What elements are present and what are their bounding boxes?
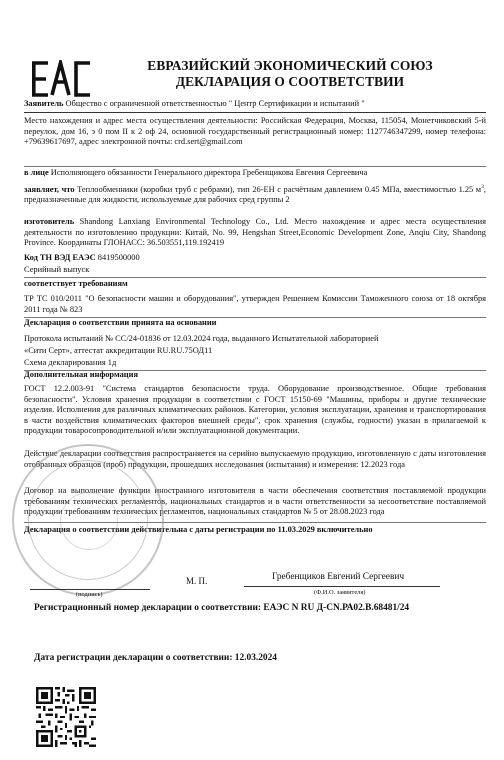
basis-label: Декларация о соответствии принята на основании — [24, 318, 217, 327]
tnved-label: Код ТН ВЭД ЕАЭС — [24, 253, 96, 262]
requirements-label: соответствует требованиям — [24, 279, 128, 288]
applicant-label: Заявитель — [24, 99, 64, 108]
signer-name: Гребенщиков Евгений Сергеевич — [272, 572, 405, 582]
basis-line-2: «Сити Серт», аттестат аккредитации RU.RU.75ОД11 — [24, 346, 213, 355]
additional-label: Дополнительная информация — [24, 370, 138, 379]
tnved-value: 8419500000 — [97, 253, 140, 262]
registration-number: Регистрационный номер декларации о соответствии: ЕАЭС N RU Д-CN.РА02.В.68481/24 — [34, 603, 410, 613]
declares-text-b: , предназначенные для жидкости, используемые для рабочих сред группы 2 — [24, 184, 486, 205]
applicant-name: Общество с ограниченной ответственностью " Центр Сертификации и испытаний " — [65, 99, 365, 108]
declares-text-a: Теплообменники (коробки труб с ребрами), тип 26-ЕН с расчётным давлением 0.45 МПа, вместимостью 1.25 м — [77, 184, 482, 194]
additional-para-2: Действие декларации соответствия распространяется на серийно выпускаемую продукцию, изготовленную с даты изготовления отобранных образцов (проб) продукции, прошедших исследования (испытания) и измерения: 12.2023 года — [24, 449, 486, 469]
validity-text: Декларация о соответствии действительна с даты регистрации по 11.03.2029 включительно — [24, 525, 373, 534]
manufacturer-label: изготовитель — [24, 217, 75, 226]
represented-line — [24, 168, 486, 179]
requirements-text: ТР ТС 010/2011 "О безопасности машин и оборудования", утвержден Решением Комиссии Таможенного союза от 18 октября 2011 года № 823 — [24, 294, 486, 314]
declares-sup: 3 — [481, 184, 484, 190]
divider — [24, 166, 486, 167]
signer-name-line — [244, 586, 440, 587]
address-text: Место нахождения и адрес места осуществления деятельности: Российская Федерация, Москва, 115054, Монетчиковский 5-й переулок, дом 16, э 0 пом II к 2 оф 24, основной государственный регистрационный номер: 1127746347299, номер телефона: +79639617697, адрес электронной почты: crd.sert@gmail.com — [24, 116, 486, 147]
declaration-title: ДЕКЛАРАЦИЯ О СООТВЕТСТВИИ — [175, 74, 405, 89]
represented-label: в лице — [24, 168, 49, 177]
divider — [24, 277, 486, 278]
applicant-line — [24, 99, 486, 110]
signature-caption: (подпись) — [76, 591, 103, 598]
declares-block — [24, 182, 486, 206]
additional-para-3: Договор на выполнение функции иностранного изготовителя в части обеспечения соответствия поставляемой продукции требованиям технических регламентов, национальных стандартов и в части ответственности за несоответствие поставляемой продукции требованиям технических регламентов, национальных стандартов № 5 от 28.08.2023 года — [24, 486, 486, 517]
eac-logo — [30, 60, 92, 98]
signer-name-caption: (Ф.И.О. заявителя) — [314, 589, 366, 596]
signature-line — [30, 589, 150, 590]
tnved-line — [24, 253, 486, 264]
seal-stamp — [12, 444, 164, 596]
header — [100, 58, 480, 90]
registration-date: Дата регистрации декларации о соответствии: 12.03.2024 — [34, 653, 277, 663]
represented-text: Исполняющего обязанности Генерального директора Гребенщикова Евгения Сергеевича — [50, 168, 368, 177]
manufacturer-block — [24, 217, 486, 249]
divider — [24, 112, 486, 113]
seal-place-label: М. П. — [186, 576, 208, 586]
additional-para-1: ГОСТ 12.2.003-91 "Система стандартов безопасности труда. Оборудование производственное. Общие требования безопасности". Условия хранения продукции в соответствии с ГОСТ 15150-69 "Машины, приборы и другие технические изделия. Исполнения для различных климатических районов. Категории, условия эксплуатации, хранения и транспортирования в части воздействия климатических факторов внешней среды", срок хранения (службы, годности) указан в прилагаемой к продукции товаросопроводительной и/или эксплуатационной документации. — [24, 384, 486, 436]
release-type: Серийный выпуск — [24, 265, 90, 274]
union-title: ЕВРАЗИЙСКИЙ ЭКОНОМИЧЕСКИЙ СОЮЗ — [147, 58, 433, 73]
seal-core — [60, 492, 118, 550]
basis-line-1: Протокола испытаний № СС/24-01836 от 12.03.2024 года, выданного Испытательной лабораторией — [24, 334, 379, 343]
qr-code — [36, 687, 96, 747]
declares-label: заявляет, что — [24, 184, 75, 194]
manufacturer-text: Shandong Lanxiang Environmental Technology Co., Ltd. Место нахождения и адрес места осуществления деятельности по изготовлению продукции: Китай, No. 99, Hengshan Street,Economic Development Zone, Anqiu City, Shandong Province. Координаты ГЛОНАСС: 36.503551,119.192419 — [24, 217, 486, 248]
basis-line-3: Схема декларирования 1д — [24, 358, 117, 367]
